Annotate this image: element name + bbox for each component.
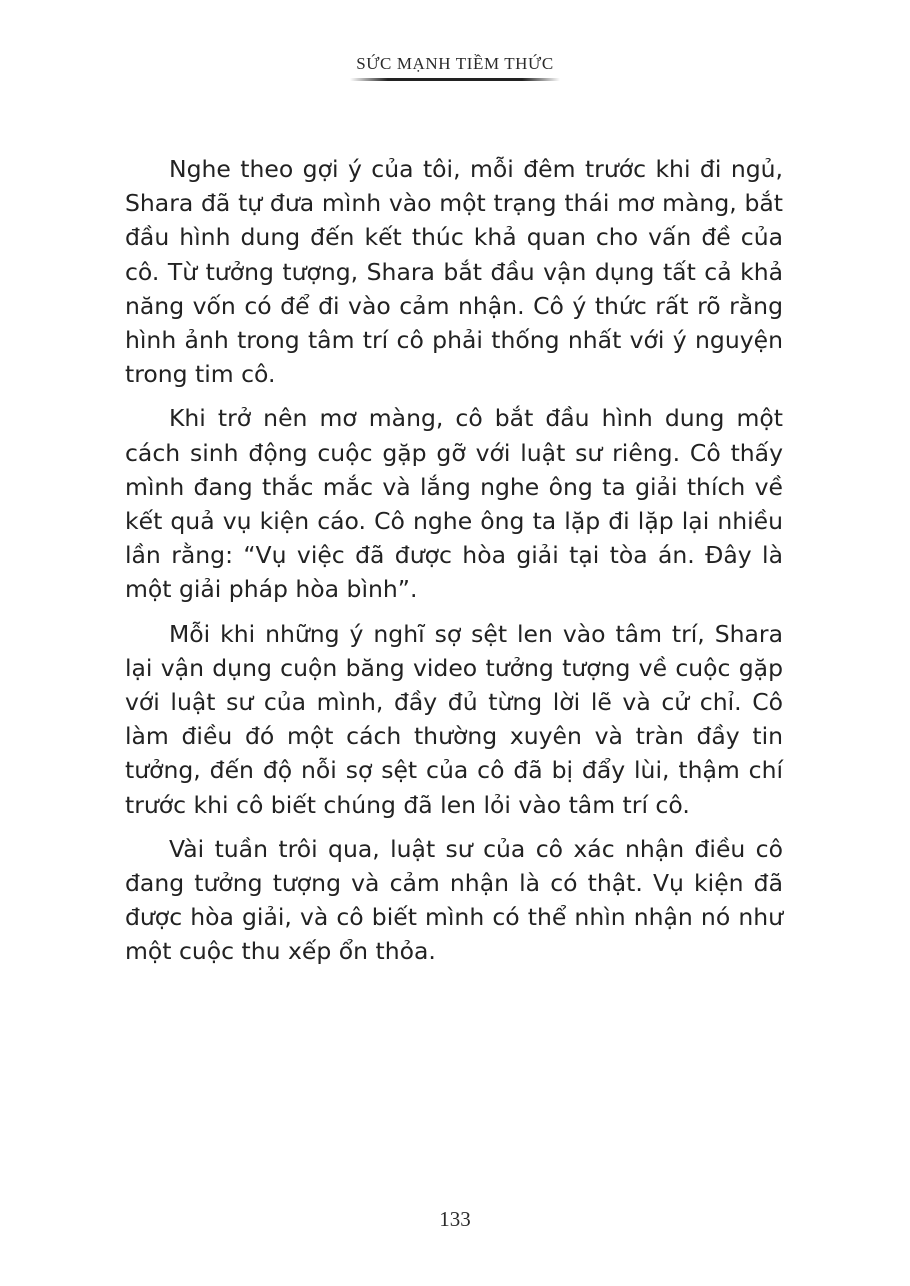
- page-number: 133: [439, 1207, 471, 1231]
- paragraph-2: Khi trở nên mơ màng, cô bắt đầu hình dung một cách sinh động cuộc gặp gỡ với luật sư riêng. Cô thấy mình đang thắc mắc và lắng nghe ông ta giải thích về kết quả vụ kiện cáo. Cô nghe ông ta lặp đi lặp lại nhiều lần rằng: “Vụ việc đã được hòa giải tại tòa án. Đây là một giải pháp hòa bình”.: [125, 404, 783, 604]
- paragraph-1: Nghe theo gợi ý của tôi, mỗi đêm trước khi đi ngủ, Shara đã tự đưa mình vào một trạng thái mơ màng, bắt đầu hình dung đến kết thúc khả quan cho vấn đề của cô. Từ tưởng tượng, Shara bắt đầu vận dụng tất cả khả năng vốn có để đi vào cảm nhận. Cô ý thức rất rõ rằng hình ảnh trong tâm trí cô phải thống nhất với ý nguyện trong tim cô.: [125, 155, 783, 389]
- paragraph-3: Mỗi khi những ý nghĩ sợ sệt len vào tâm trí, Shara lại vận dụng cuộn băng video tưởng tượng về cuộc gặp với luật sư của mình, đầy đủ từng lời lẽ và cử chỉ. Cô làm điều đó một cách thường xuyên và tràn đầy tin tưởng, đến độ nỗi sợ sệt của cô đã bị đẩy lùi, thậm chí trước khi cô biết chúng đã len lỏi vào tâm trí cô.: [125, 619, 783, 819]
- paragraph-4: Vài tuần trôi qua, luật sư của cô xác nhận điều cô đang tưởng tượng và cảm nhận là có thật. Vụ kiện đã được hòa giải, và cô biết mình có thể nhìn nhận nó như một cuộc thu xếp ổn thỏa.: [125, 834, 783, 966]
- header-divider: [350, 78, 560, 81]
- body-text: [125, 152, 783, 979]
- running-header: SỨC MẠNH TIỀM THỨC: [356, 54, 554, 73]
